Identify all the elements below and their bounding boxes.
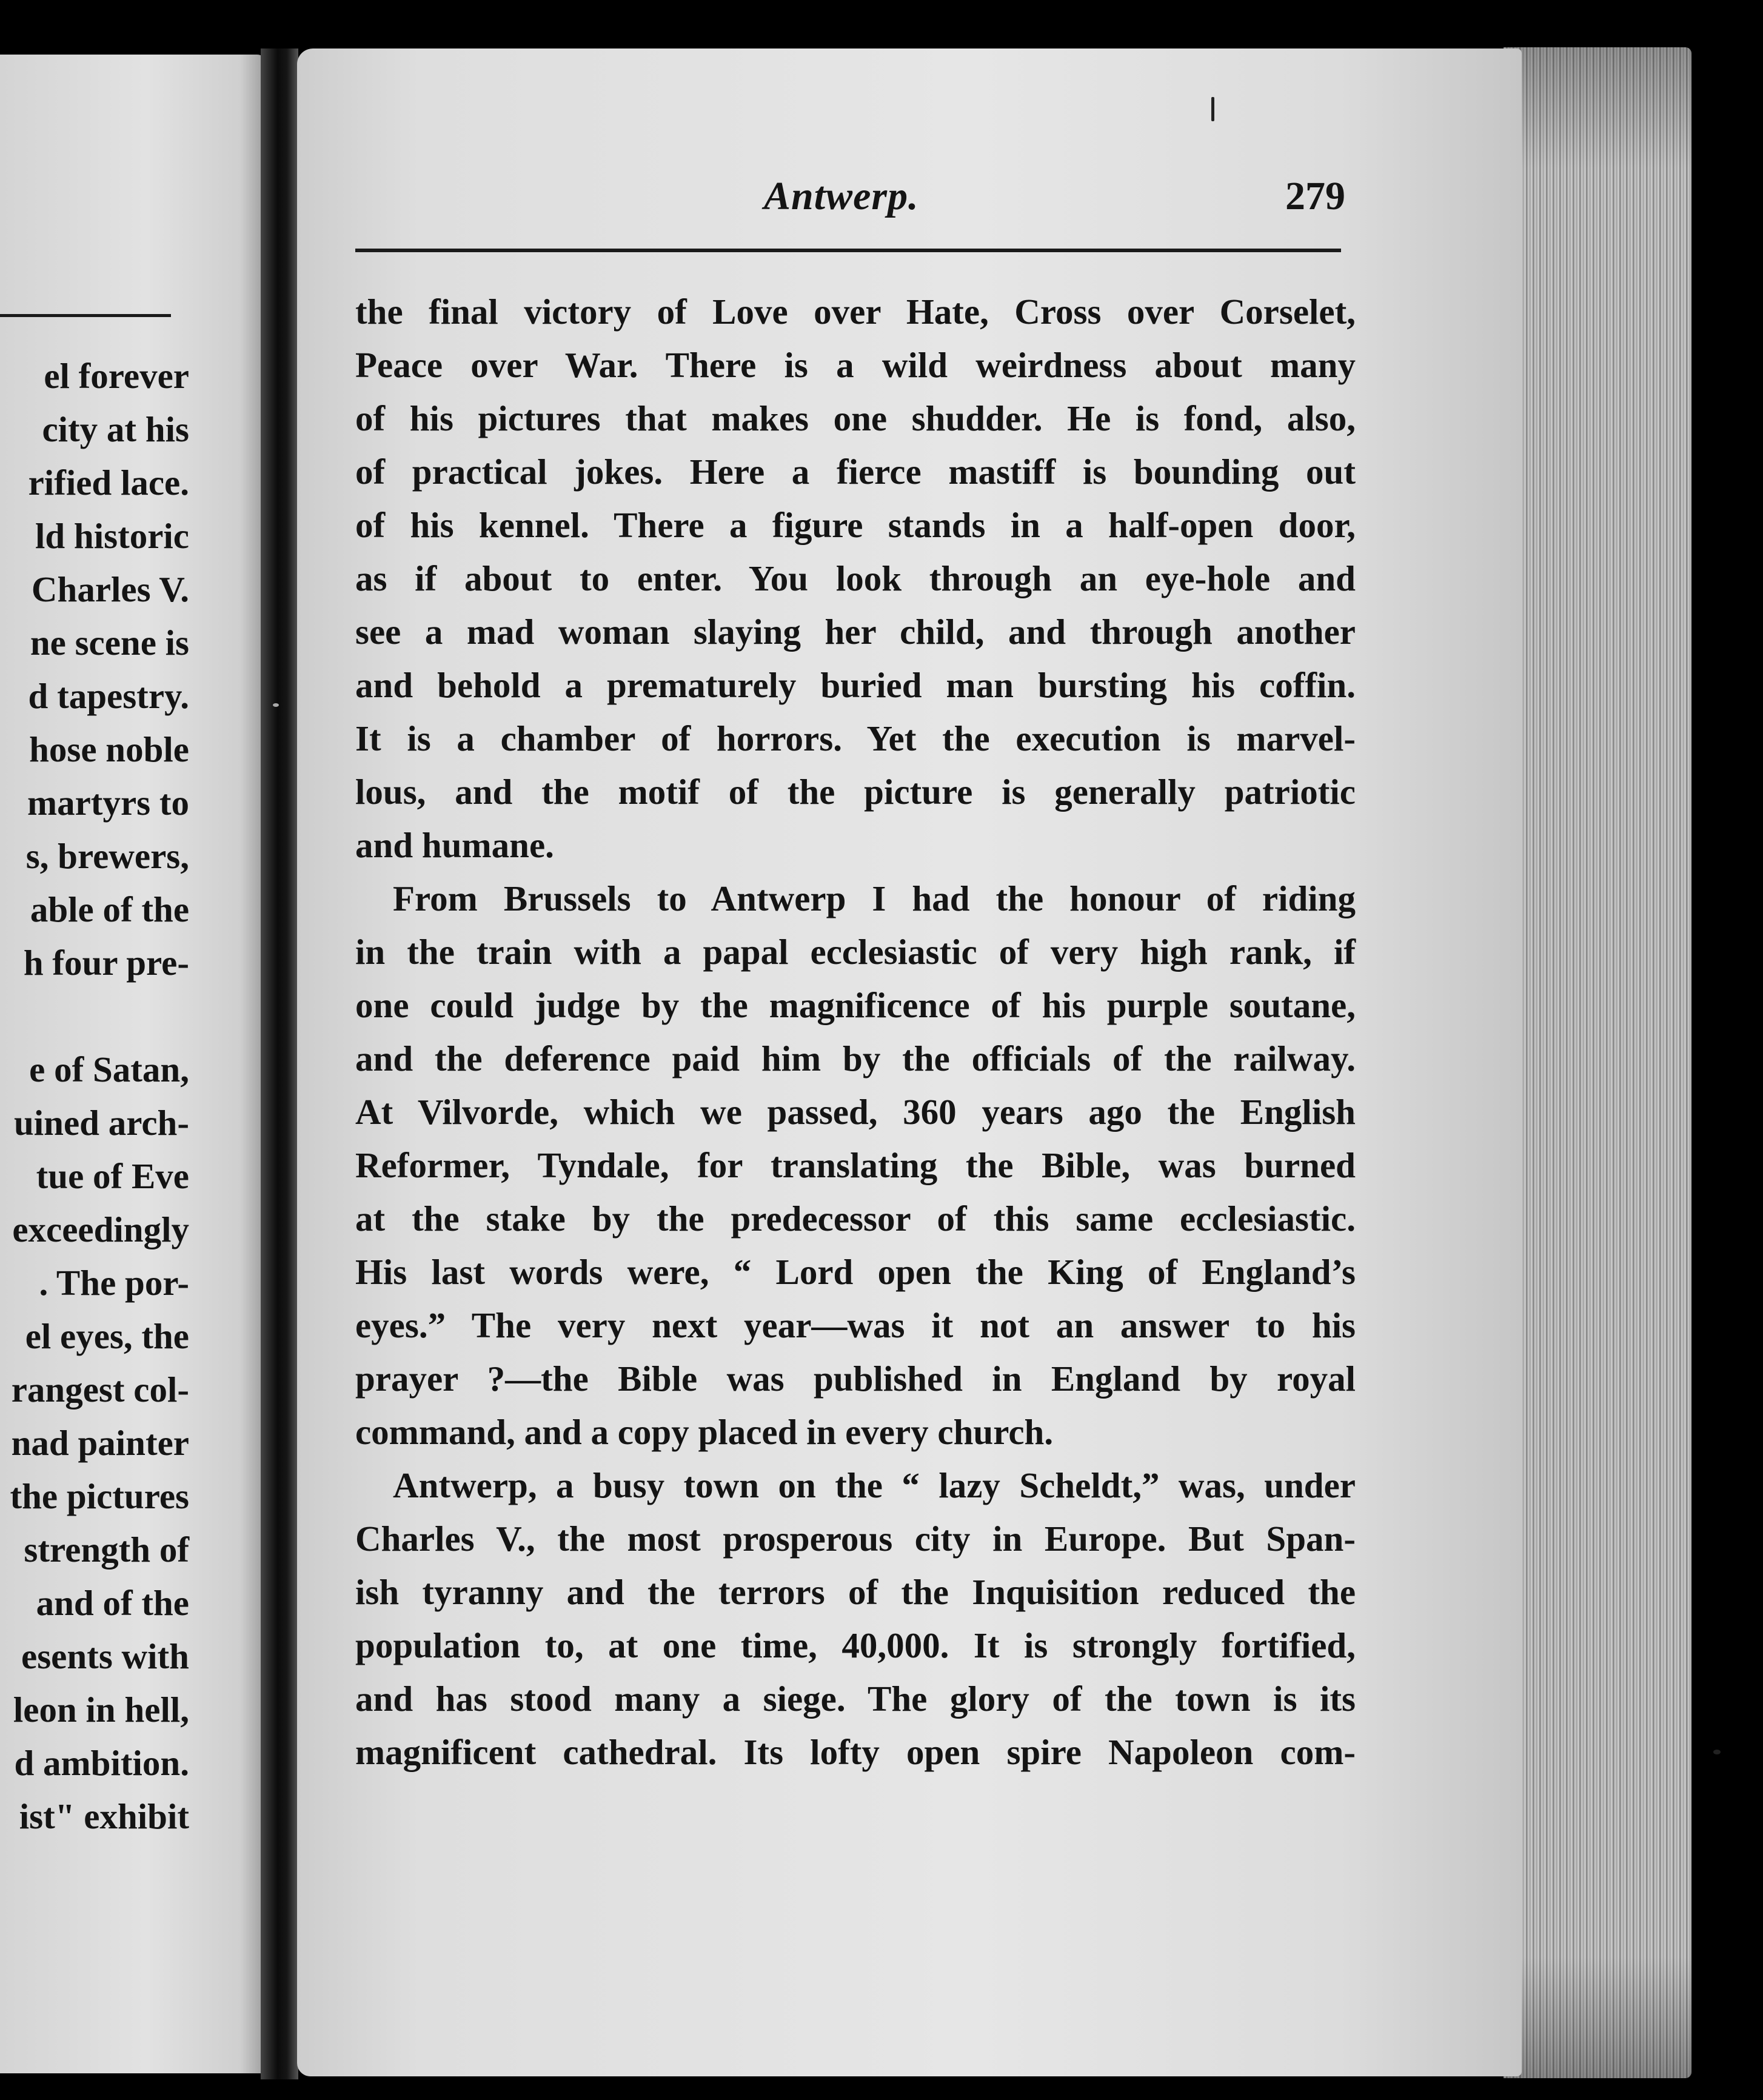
- text-line: uined arch-: [13, 1103, 189, 1143]
- text-line: . The por-: [39, 1263, 189, 1303]
- text-line: and has stood many a siege. The glory of the town is its: [355, 1679, 1356, 1719]
- text-line: ld historic: [35, 516, 189, 556]
- text-line: city at his: [42, 409, 189, 449]
- text-line: the final victory of Love over Hate, Cross over Corselet,: [355, 292, 1356, 332]
- text-line: and humane.: [355, 825, 554, 865]
- text-line: population to, at one time, 40,000. It is strongly fortified,: [355, 1625, 1356, 1665]
- text-line: Antwerp, a busy town on the “ lazy Scheldt,” was, under: [393, 1465, 1356, 1505]
- text-line: Peace over War. There is a wild weirdness about many: [355, 345, 1356, 385]
- page-edges: [1504, 47, 1691, 2078]
- scan-speck: [1713, 1750, 1721, 1754]
- scan-speck: [273, 703, 279, 707]
- text-line: esents with: [21, 1636, 189, 1676]
- text-line: and behold a prematurely buried man bursting his coffin.: [355, 665, 1356, 705]
- text-line: martyrs to: [27, 783, 189, 823]
- running-head: Antwerp.: [764, 174, 919, 218]
- text-line: d tapestry.: [28, 676, 189, 716]
- text-line: prayer ?—the Bible was published in England by royal: [355, 1359, 1356, 1399]
- left-page-text: [0, 349, 189, 1843]
- text-line: strength of: [24, 1530, 189, 1570]
- text-line: ne scene is: [30, 623, 189, 663]
- text-line: eyes.” The very next year—was it not an answer to his: [355, 1305, 1356, 1345]
- text-line: nad painter: [11, 1423, 189, 1463]
- text-line: hose noble: [29, 729, 189, 769]
- body-text: [355, 285, 1356, 1779]
- text-line: Charles V.: [31, 569, 189, 609]
- text-line: ish tyranny and the terrors of the Inquisition reduced the: [355, 1572, 1356, 1612]
- text-line: as if about to enter. You look through an eye-hole and: [355, 558, 1356, 598]
- book-gutter: [261, 48, 298, 2079]
- text-line: and the deference paid him by the officials of the railway.: [355, 1038, 1356, 1078]
- header-rule: [355, 249, 1341, 252]
- text-line: ist" exhibit: [19, 1796, 189, 1836]
- text-line: At Vilvorde, which we passed, 360 years ago the English: [355, 1092, 1356, 1132]
- page-number: 279: [1285, 174, 1345, 218]
- text-line: of practical jokes. Here a fierce mastiff is bounding out: [355, 452, 1356, 492]
- text-line: the pictures: [10, 1476, 189, 1516]
- text-line: able of the: [30, 889, 189, 929]
- text-line: el forever: [44, 356, 189, 396]
- text-line: of his kennel. There a figure stands in a half-open door,: [355, 505, 1356, 545]
- text-line: in the train with a papal ecclesiastic of very high rank, if: [355, 932, 1356, 972]
- text-line: magnificent cathedral. Its lofty open spire Napoleon com-: [355, 1732, 1356, 1772]
- text-line: His last words were, “ Lord open the King of England’s: [355, 1252, 1356, 1292]
- text-line: It is a chamber of horrors. Yet the execution is marvel-: [355, 718, 1356, 758]
- text-line: rangest col-: [11, 1369, 189, 1409]
- text-line: [0, 989, 189, 1043]
- text-line: From Brussels to Antwerp I had the honour of riding: [393, 878, 1356, 918]
- text-line: exceedingly: [12, 1209, 189, 1249]
- left-page: [0, 55, 267, 2073]
- left-header-rule: [0, 314, 171, 317]
- scan-speck: [1211, 97, 1214, 121]
- text-line: rified lace.: [28, 463, 189, 503]
- text-line: at the stake by the predecessor of this same ecclesiastic.: [355, 1199, 1356, 1239]
- text-line: and of the: [36, 1583, 189, 1623]
- text-line: Charles V., the most prosperous city in Europe. But Span-: [355, 1519, 1356, 1559]
- text-line: leon in hell,: [13, 1690, 189, 1730]
- text-line: d ambition.: [14, 1743, 189, 1783]
- text-line: one could judge by the magnificence of his purple soutane,: [355, 985, 1356, 1025]
- text-line: e of Satan,: [29, 1049, 189, 1089]
- text-line: el eyes, the: [25, 1316, 189, 1356]
- text-line: s, brewers,: [25, 836, 189, 876]
- text-line: h four pre-: [23, 943, 189, 983]
- text-line: see a mad woman slaying her child, and through another: [355, 612, 1356, 652]
- text-line: tue of Eve: [36, 1156, 189, 1196]
- text-line: of his pictures that makes one shudder. He is fond, also,: [355, 398, 1356, 438]
- text-line: lous, and the motif of the picture is generally patriotic: [355, 772, 1356, 812]
- text-line: command, and a copy placed in every church.: [355, 1412, 1054, 1452]
- text-line: Reformer, Tyndale, for translating the Bible, was burned: [355, 1145, 1356, 1185]
